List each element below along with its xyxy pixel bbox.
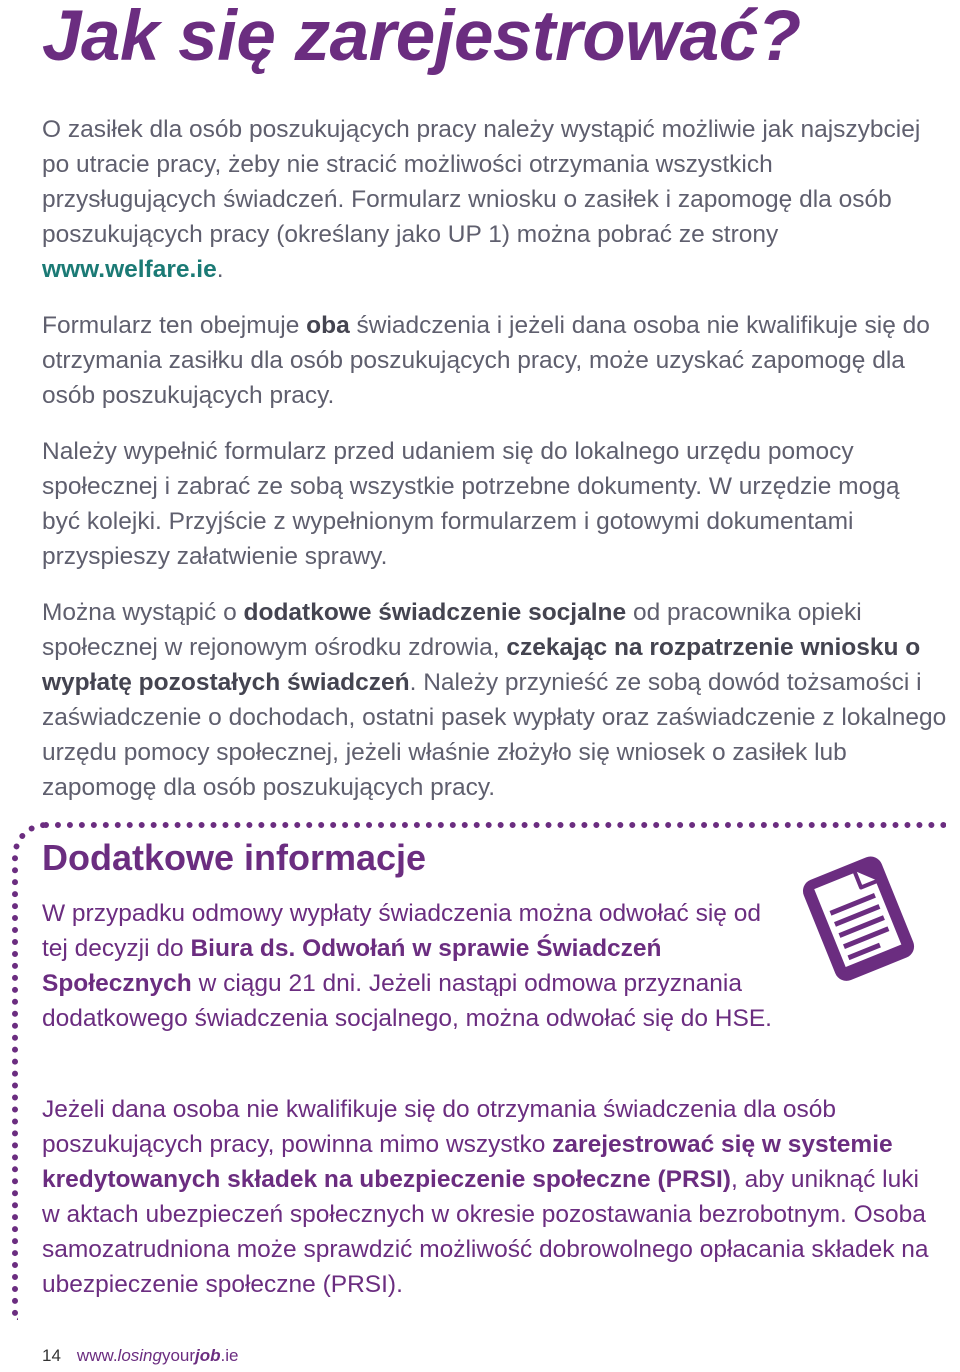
prsi-paragraph xyxy=(42,1092,942,1302)
intro-paragraph xyxy=(42,112,942,287)
appeal-text-1: W przypadku odmowy wypłaty świadczenia można odwołać się od tej decyzji do xyxy=(42,900,761,962)
page-number: 14 xyxy=(42,1346,61,1365)
form-coverage-paragraph xyxy=(42,308,952,413)
prsi-text-2: , aby uniknąć luki w aktach ubezpieczeń społecznych w okresie pozostawania bezrobotnym. Osoba samozatrudniona może sprawdzić możliwość dobrowolnego opłacania składek na ubezpieczenie społeczne (PRSI). xyxy=(42,1166,929,1298)
welfare-link[interactable]: www.welfare.ie xyxy=(42,256,217,283)
prsi-bold: zarejestrować się w systemie kredytowanych składek na ubezpieczenie społeczne (PRSI) xyxy=(42,1131,893,1193)
prsi-text-1: Jeżeli dana osoba nie kwalifikuje się do otrzymania świadczenia dla osób poszukujących pracy, powinna mimo wszystko xyxy=(42,1096,836,1158)
footer-site-url[interactable]: www.losingyourjob.ie xyxy=(76,1346,239,1365)
intro-text: O zasiłek dla osób poszukujących pracy należy wystąpić możliwie jak najszybciej po utracie pracy, żeby nie stracić możliwości otrzymania wszystkich przysługujących świadczeń. Formularz wniosku o zasiłek i zapomogę dla osób poszukujących pracy (określany jako UP 1) można pobrać ze strony xyxy=(42,116,921,248)
page-title: Jak się zarejestrować? xyxy=(42,0,801,76)
form-coverage-text-end: świadczenia i jeżeli dana osoba nie kwalifikuje się do otrzymania zasiłku dla osób poszukujących pracy, może uzyskać zapomogę dla osób poszukujących pracy. xyxy=(42,312,930,409)
document-icon xyxy=(786,842,934,992)
form-coverage-bold: oba xyxy=(306,312,350,339)
intro-text-end: . xyxy=(216,256,224,283)
supplementary-text-1: Można wystąpić o xyxy=(42,599,244,626)
supplementary-text-3: . Należy przynieść ze sobą dowód tożsamości i zaświadczenie o dochodach, ostatni pasek wypłaty oraz zaświadczenie z lokalnego urzędu pomocy społecznej, jeżeli właśnie złożyło się wniosek o zasiłek lub zapomogę dla osób poszukujących pracy. xyxy=(42,669,947,801)
info-box-title: Dodatkowe informacje xyxy=(42,837,427,878)
appeal-office-bold: Biura ds. Odwołań w sprawie Świadczeń Społecznych xyxy=(42,935,662,997)
supplementary-bold-1: dodatkowe świadczenie socjalne xyxy=(243,599,627,626)
form-coverage-text: Formularz ten obejmuje xyxy=(42,312,307,339)
supplementary-bold-2: czekając na rozpatrzenie wniosku o wypłatę pozostałych świadczeń xyxy=(42,634,921,696)
fill-form-paragraph: Należy wypełnić formularz przed udaniem się do lokalnego urzędu pomocy społecznej i zabrać ze sobą wszystkie potrzebne dokumenty. W urzędzie mogą być kolejki. Przyjście z wypełnionym formularzem i gotowymi dokumentami przyspieszy załatwienie sprawy. xyxy=(42,438,900,570)
supplementary-allowance-paragraph xyxy=(42,595,957,805)
appeal-paragraph xyxy=(42,896,782,1036)
appeal-text-2: w ciągu 21 dni. Jeżeli nastąpi odmowa przyznania dodatkowego świadczenia socjalnego, można odwołać się do HSE. xyxy=(42,970,772,1032)
page-footer xyxy=(42,1345,239,1367)
supplementary-text-2: od pracownika opieki społecznej w rejonowym ośrodku zdrowia, xyxy=(42,599,862,661)
